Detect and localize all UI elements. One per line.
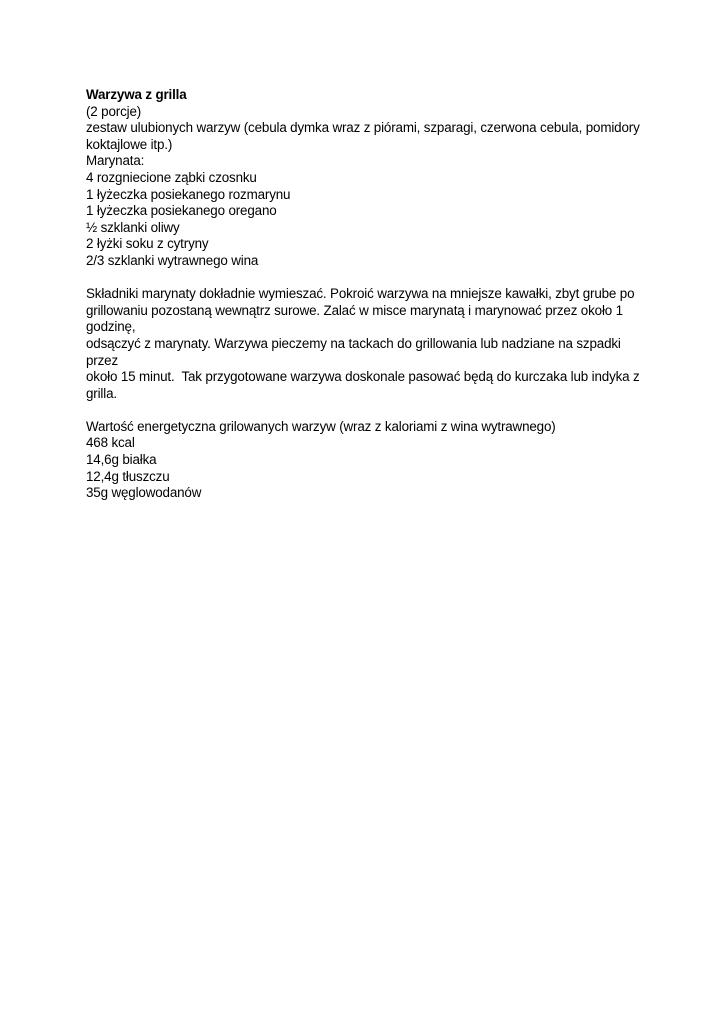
vegetables-text-line-2: koktajlowe itp.) (86, 136, 173, 152)
ingredient-item: 1 łyżeczka posiekanego oregano (86, 203, 277, 219)
instructions-line: Składniki marynaty dokładnie wymieszać. Pokroić warzywa na mniejsze kawałki, zbyt grube po (86, 286, 635, 302)
paragraph-spacer (86, 270, 646, 287)
ingredient-item: 1 łyżeczka posiekanego rozmarynu (86, 186, 291, 202)
nutrition-item: 35g węglowodanów (86, 485, 202, 501)
instructions-line: grillowaniu pozostaną wewnątrz surowe. Zalać w misce marynatą i marynować przez około 1 godzinę, (86, 302, 627, 335)
ingredient-item: ½ szklanki oliwy (86, 219, 180, 235)
vegetables-text-line-1: zestaw ulubionych warzyw (cebula dymka wraz z piórami, szparagi, czerwona cebula, pomidory (86, 120, 640, 136)
portions-text: (2 porcje) (86, 103, 142, 119)
nutrition-item: 468 kcal (86, 435, 135, 451)
nutrition-heading: Wartość energetyczna grilowanych warzyw (wraz z kaloriami z wina wytrawnego) (86, 418, 556, 434)
paragraph-spacer (86, 402, 646, 419)
ingredient-item: 2 łyżki soku z cytryny (86, 236, 209, 252)
ingredient-item: 4 rozgniecione ząbki czosnku (86, 169, 257, 185)
recipe-title: Warzywa z grilla (86, 87, 187, 102)
recipe-content (86, 87, 646, 502)
ingredient-item: 2/3 szklanki wytrawnego wina (86, 252, 259, 268)
marinade-heading: Marynata: (86, 153, 145, 169)
nutrition-item: 12,4g tłuszczu (86, 468, 170, 484)
instructions-line: około 15 minut. Tak przygotowane warzywa doskonale pasować będą do kurczaka lub indyka z grilla. (86, 369, 644, 401)
nutrition-item: 14,6g białka (86, 452, 157, 468)
instructions-line: odsączyć z marynaty. Warzywa pieczemy na tackach do grillowania lub nadziane na szpadki przez (86, 335, 625, 368)
